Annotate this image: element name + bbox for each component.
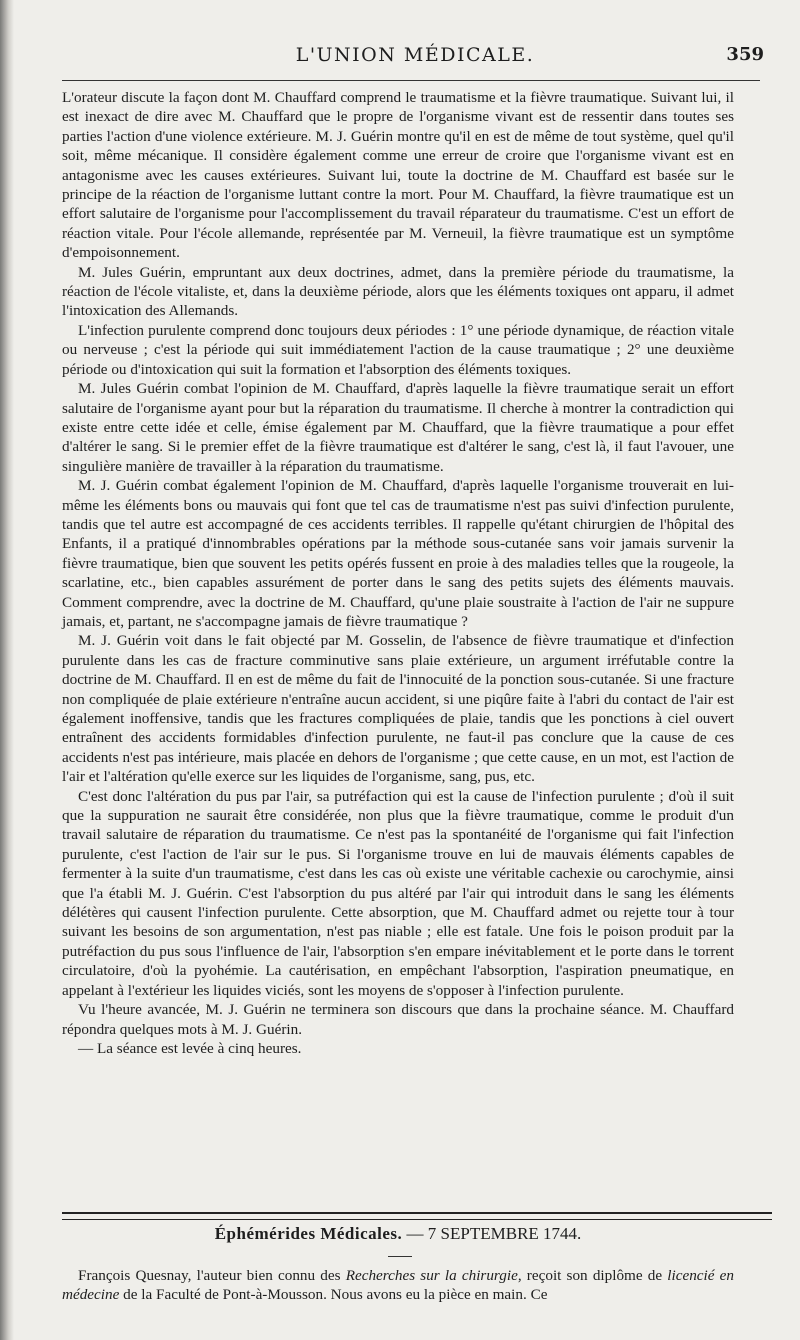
binding-shadow [0,0,14,1340]
book-title: Recherches sur la chirurgie [345,1267,518,1284]
section-date: — 7 SEPTEMBRE 1744. [406,1224,582,1243]
paragraph: M. Jules Guérin combat l'opinion de M. Chauffard, d'après laquelle la fièvre traumatique serait un effort salutaire de l'organisme ayant pour but la réparation du traumatisme. Il cherche à montrer la contradiction qui existe entre cette idée et celle, émise également par M. Chauffard, que la fièvre traumatique a pour effet d'altérer le sang. Si le premier effet de la fièvre traumatique est d'altérer le sang, c'est là, il faut l'avouer, une singulière manière de travailler à la réparation du traumatisme. [62,380,734,475]
paragraph: Vu l'heure avancée, M. J. Guérin ne terminera son discours que dans la prochaine séance. M. Chauffard répondra quelques mots à M. J. Guérin. [62,1001,734,1038]
text-run: de la Faculté de Pont-à-Mousson. Nous avons eu la pièce en main. Ce [119,1286,548,1304]
paragraph: C'est donc l'altération du pus par l'air, sa putréfaction qui est la cause de l'infection purulente ; d'où il suit que la suppuration ne saurait être considérée, non plus que la fièvre traumatique, comme le produit d'un travail salutaire de réparation du traumatisme. Ce n'est pas la spontanéité de l'organisme qui fait l'infection purulente, c'est l'action de l'air sur le pus. Si l'organisme trouve en lui de mauvais éléments capables de fermenter à la suite d'un traumatisme, c'est dans les cas où existe une véritable cachexie ou carochymie, ainsi que l'a établi M. J. Guérin. C'est l'absorption du pus altéré par l'air qui introduit dans le sang les éléments délétères qui causent l'infection purulente. Cette absorption, que M. Chauffard admet ou rejette tour à tour suivant les besoins de son argumentation, n'est pas niable ; elle est fatale. Une fois le poison produit par la putréfaction du pus sous l'influence de l'air, l'absorption s'en empare inévitablement et le porte dans le torrent circulatoire, d'où la pyohémie. La cautérisation, en empêchant l'absorption, l'aspiration pneumatique, en appelant à l'extérieur les liquides viciés, sont les moyens de s'opposer à l'infection purulente. [62,787,734,999]
degree-title: licencié en médecine [62,1267,735,1304]
paragraph: L'infection purulente comprend donc toujours deux périodes : 1° une période dynamique, de réaction vitale ou nerveuse ; c'est la période qui suit immédiatement l'action de la cause traumatique ; 2° une deuxième période ou d'intoxication qui suit la formation et l'absorption des éléments toxiques. [62,321,734,378]
page-number: 359 [726,44,764,65]
paragraph [62,1266,734,1305]
paragraph: L'orateur discute la façon dont M. Chauffard comprend le traumatisme et la fièvre traumatique. Suivant lui, il est inexact de dire avec M. Chauffard que le propre de l'organisme vivant est de ressentir dans toutes ses parties l'action d'une violence extérieure. M. J. Guérin montre qu'il en est de même de tout système, quel qu'il soit, même mécanique. Il considère également comme une erreur de croire que l'organisme vivant est en antagonisme avec les causes extérieures. Suivant lui, toute la doctrine de M. Chauffard est basée sur le principe de la réaction de l'organisme luttant contre la mort. Pour M. Chauffard, la fièvre traumatique est un effort salutaire de l'organisme pour l'accomplissement du travail réparateur du traumatisme. C'est un effort de réaction vitale. Pour l'école allemande, représentée par M. Verneuil, la fièvre traumatique est un symptôme d'empoisonnement. [62,89,734,262]
section-heading [62,1224,734,1244]
ephemerides-text [62,1266,734,1305]
paragraph: M. Jules Guérin, empruntant aux deux doctrines, admet, dans la première période du traumatisme, la réaction de l'école vitaliste, et, dans la deuxième période, alors que les éléments toxiques ont apparu, il admet l'intoxication des Allemands. [62,263,734,320]
running-head [60,44,770,72]
header-rule [62,80,760,81]
paragraph: M. J. Guérin combat également l'opinion de M. Chauffard, d'après laquelle l'organisme trouverait en lui-même les éléments bons ou mauvais qui font que tel cas de traumatisme n'est pas suivi d'infection purulente, tandis que tel autre est accompagné de ces accidents terribles. Il rappelle qu'étant chirurgien de l'hôpital des Enfants, il a pratiqué d'innombrables opérations par la méthode sous-cutanée sans voir jamais survenir la fièvre traumatique, bien que souvent les petits opérés fussent en proie à des maladies telles que la rougeole, la scarlatine, etc., bien capables assurément de porter dans le sang des petits sujets des éléments mauvais. Comment comprendre, avec la doctrine de M. Chauffard, qu'une plaie soustraite à l'action de l'air ne suppure jamais, et, partant, ne s'accompagne jamais de fièvre traumatique ? [62,477,734,630]
text-run: François Quesnay, l'auteur bien connu des [78,1267,346,1284]
heading-underline [388,1256,412,1257]
paragraph: M. J. Guérin voit dans le fait objecté par M. Gosselin, de l'absence de fièvre traumatique et d'infection purulente dans les cas de fracture comminutive sans plaie extérieure, un argument irréfutable contre la doctrine de M. Chauffard. Il en est de même du fait de l'innocuité de la ponction sous-cutanée. Si une fracture non compliquée de plaie extérieure n'entraîne aucun accident, si une piqûre faite à l'abri du contact de l'air est également inoffensive, tandis que les fractures compliquées de plaie, tandis que les ponctions à ciel ouvert entraînent des accidents formidables d'infection purulente, ne faut-il pas conclure que la cause de ces accidents n'est pas intérieure, mais placée en dehors de l'organisme ; que cette cause, en un mot, est l'action de l'air et l'altération qu'elle exerce sur les liquides de l'organisme, sang, pus, etc. [62,632,734,786]
text-run: , reçoit son diplôme de [517,1267,668,1284]
article-body [62,88,734,1058]
section-divider [62,1212,772,1220]
section-title: Éphémérides Médicales. [214,1224,403,1243]
journal-title: L'UNION MÉDICALE. [295,44,535,66]
paragraph: — La séance est levée à cinq heures. [78,1039,302,1057]
